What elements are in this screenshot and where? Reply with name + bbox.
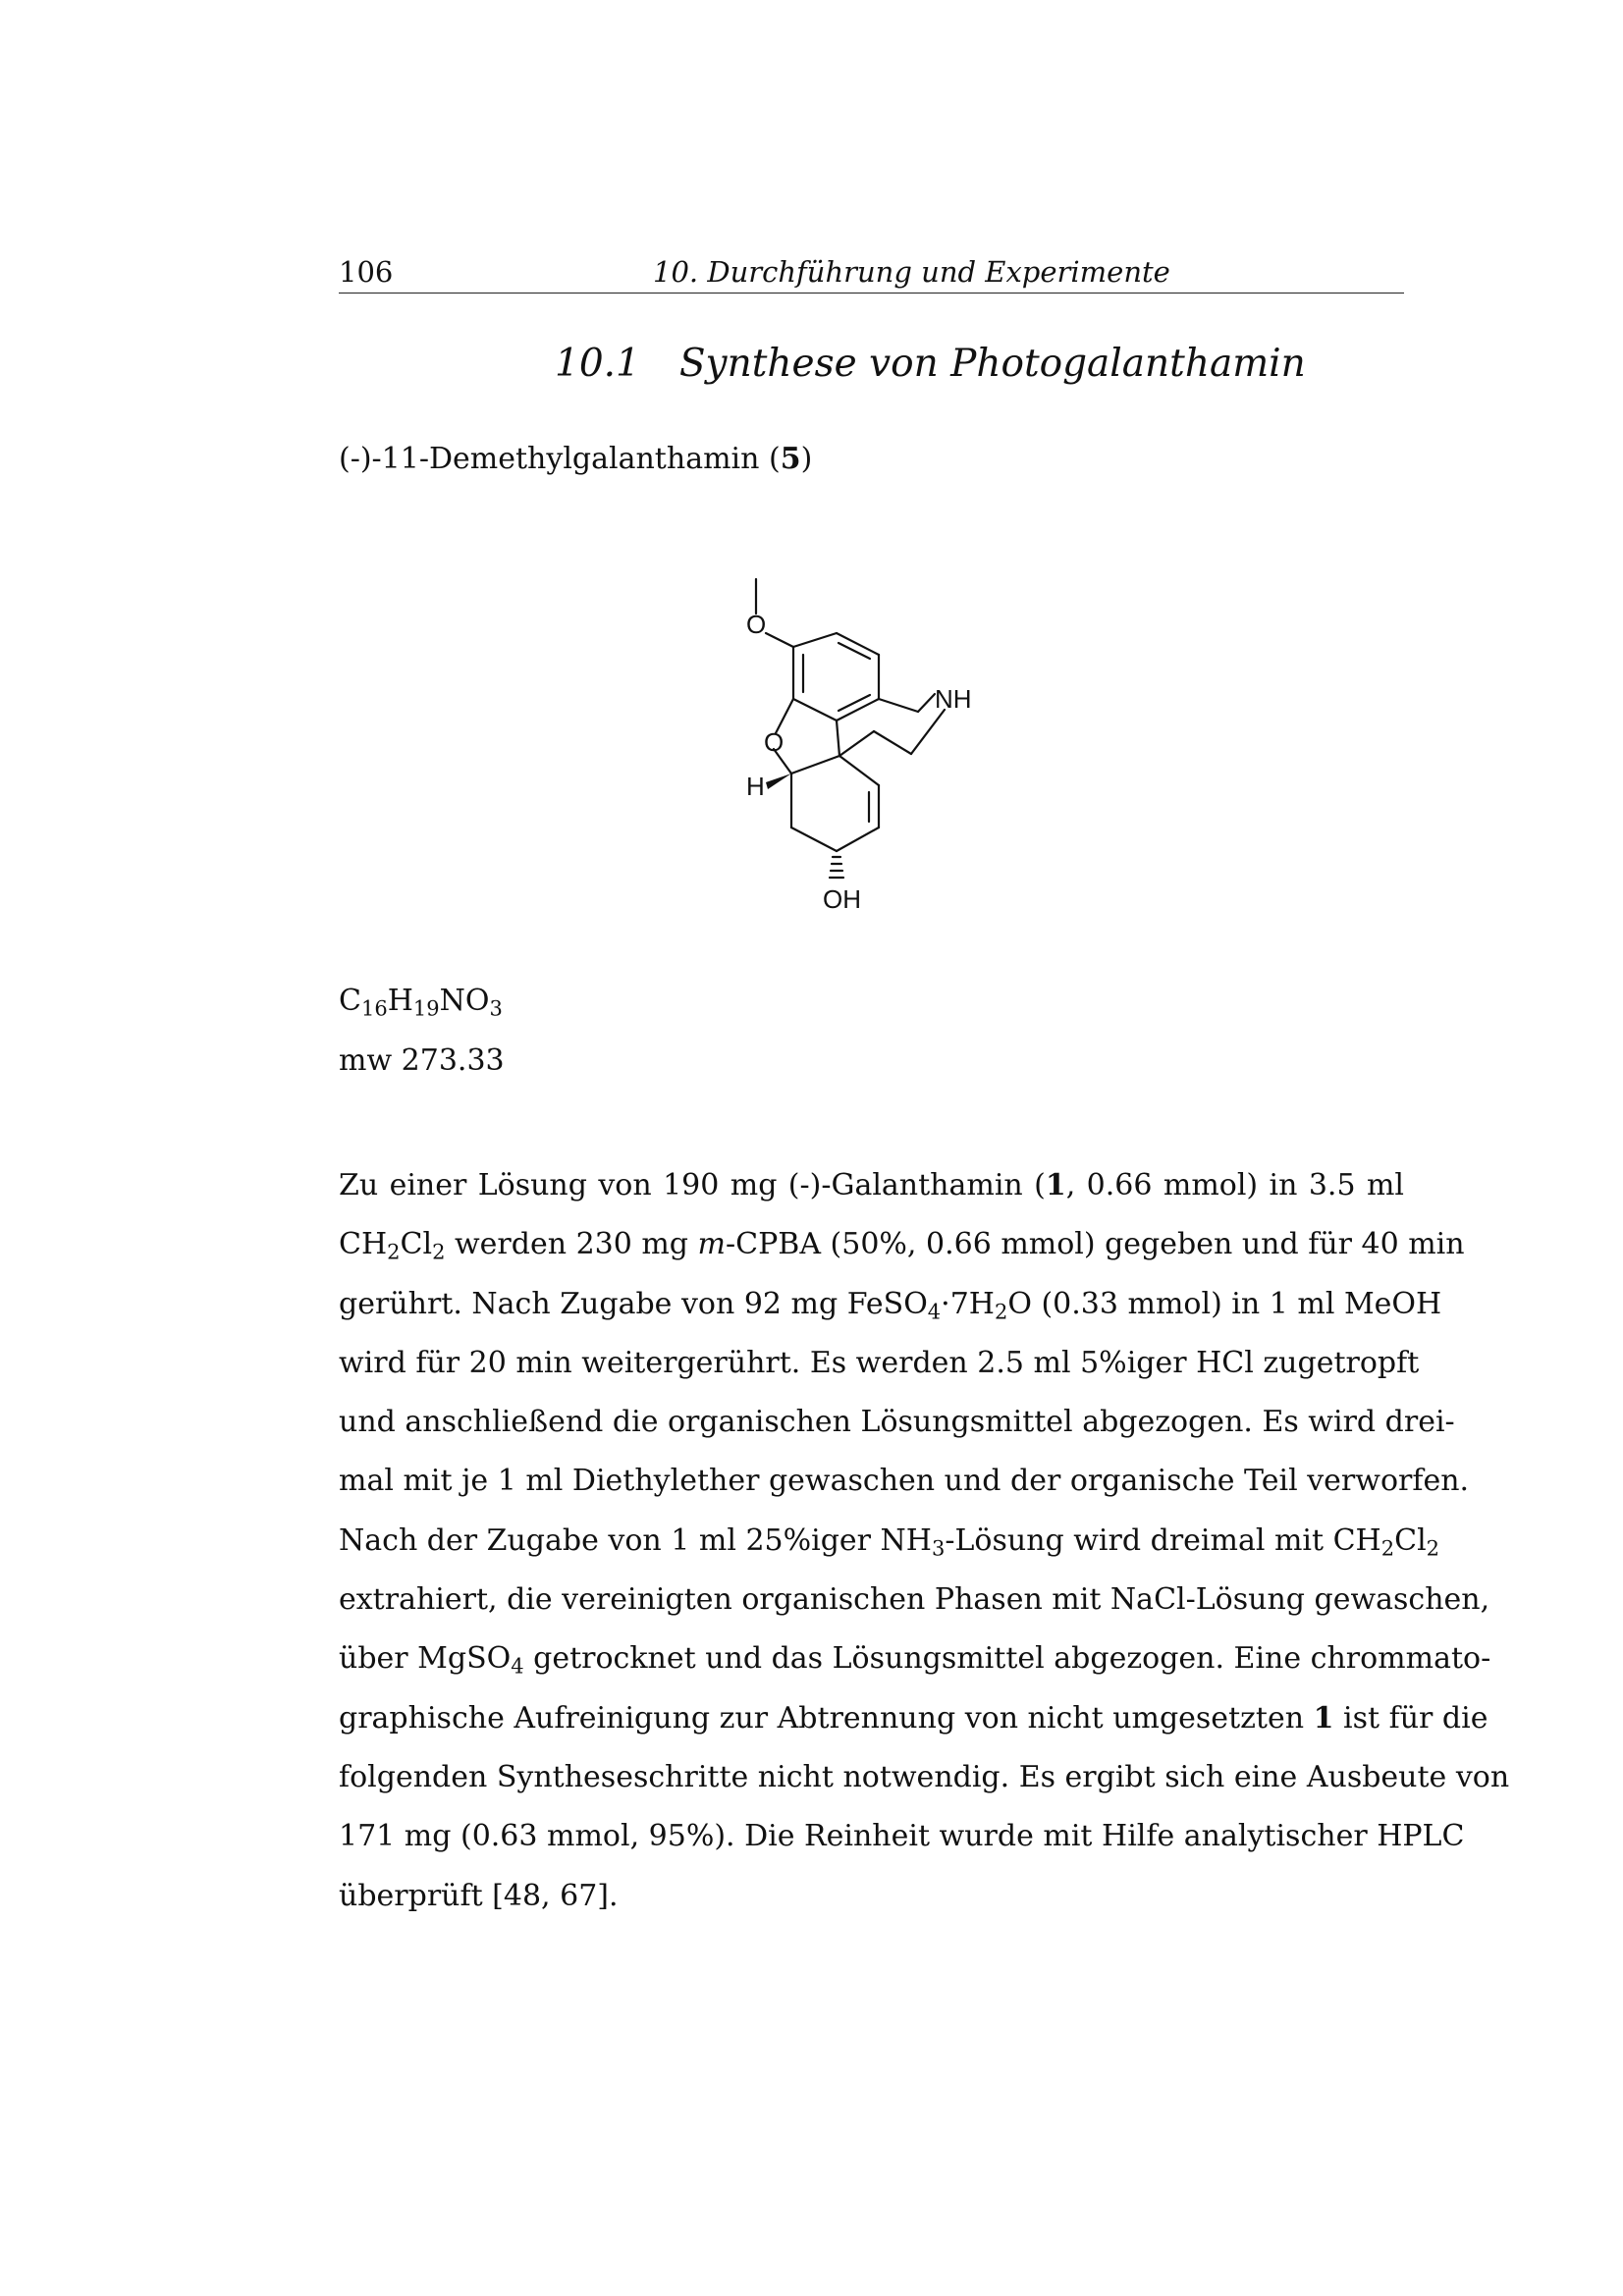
text-line: wird für 20 min weitergerührt. Es werden 2.5 ml 5%iger HCl zugetropft xyxy=(339,1345,1420,1380)
methoxy-oxygen-label: O xyxy=(746,610,767,639)
running-header xyxy=(339,253,1404,294)
text-line: Zu einer Lösung von 190 mg (-)-Galanthamin (1, 0.66 mmol) in 3.5 ml xyxy=(339,1168,1404,1202)
stereo-hydrogen-label: H xyxy=(746,772,765,801)
compound-number: 5 xyxy=(780,442,801,476)
compound-ref: 1 xyxy=(1313,1700,1334,1735)
running-title: 10. Durchführung und Experimente xyxy=(653,255,1170,289)
text-line: und anschließend die organischen Lösungsmittel abgezogen. Es wird drei- xyxy=(339,1405,1455,1440)
molecular-weight: mw 273.33 xyxy=(339,1043,505,1078)
formula-c-count: 16 xyxy=(360,996,388,1021)
formula-h-count: 19 xyxy=(412,996,440,1021)
text-line: 171 mg (0.63 mmol, 95%). Die Reinheit wurde mit Hilfe analytischer HPLC xyxy=(339,1819,1465,1854)
formula-h: H xyxy=(387,984,413,1018)
molecular-formula xyxy=(339,984,503,1021)
text-line: folgenden Syntheseschritte nicht notwendig. Es ergibt sich eine Ausbeute von xyxy=(339,1759,1510,1794)
text-line: graphische Aufreinigung zur Abtrennung von nicht umgesetzten 1 ist für die xyxy=(339,1700,1488,1735)
section-title: Synthese von Photogalanthamin xyxy=(678,342,1306,386)
text-line: mal mit je 1 ml Diethylether gewaschen und der organische Teil verworfen. xyxy=(339,1464,1470,1499)
text-line: extrahiert, die vereinigten organischen Phasen mit NaCl-Lösung gewaschen, xyxy=(339,1582,1490,1618)
procedure-paragraph xyxy=(339,1156,1510,1926)
formula-no: NO xyxy=(439,984,490,1018)
text-line: $CH_2Cl_2$ werden 230 mg m-CPBA (50%, 0.66 mmol) gegeben und für 40 min xyxy=(339,1227,1465,1264)
compound-name-text: (-)-11-Demethylgalanthamin ( xyxy=(339,442,781,476)
chemical-structure xyxy=(727,564,1001,928)
amine-label: NH xyxy=(935,684,972,714)
text-line: überprüft [48, 67]. xyxy=(339,1878,619,1913)
text-line: über MgSO$_4$ getrocknet und das Lösungsmittel abgezogen. Eine chrommato- xyxy=(339,1641,1491,1679)
formula-c: C xyxy=(339,984,361,1018)
section-heading xyxy=(555,342,1306,386)
section-number: 10.1 xyxy=(555,342,640,386)
compound-ref: 1 xyxy=(1045,1168,1066,1202)
page-number: 106 xyxy=(339,255,394,289)
text-line: Nach der Zugabe von 1 ml 25%iger $NH_3$-Lösung wird dreimal mit $CH_2Cl_2$ xyxy=(339,1522,1440,1561)
hydroxyl-label: OH xyxy=(823,884,861,914)
text-line: gerührt. Nach Zugabe von 92 mg $FeSO_4\cdot 7H_2O$ (0.33 mmol) in 1 ml MeOH xyxy=(339,1286,1442,1323)
compound-name xyxy=(339,442,812,476)
ether-oxygen-label: O xyxy=(764,727,784,757)
compound-name-close: ) xyxy=(800,442,813,476)
formula-o-count: 3 xyxy=(489,996,503,1021)
